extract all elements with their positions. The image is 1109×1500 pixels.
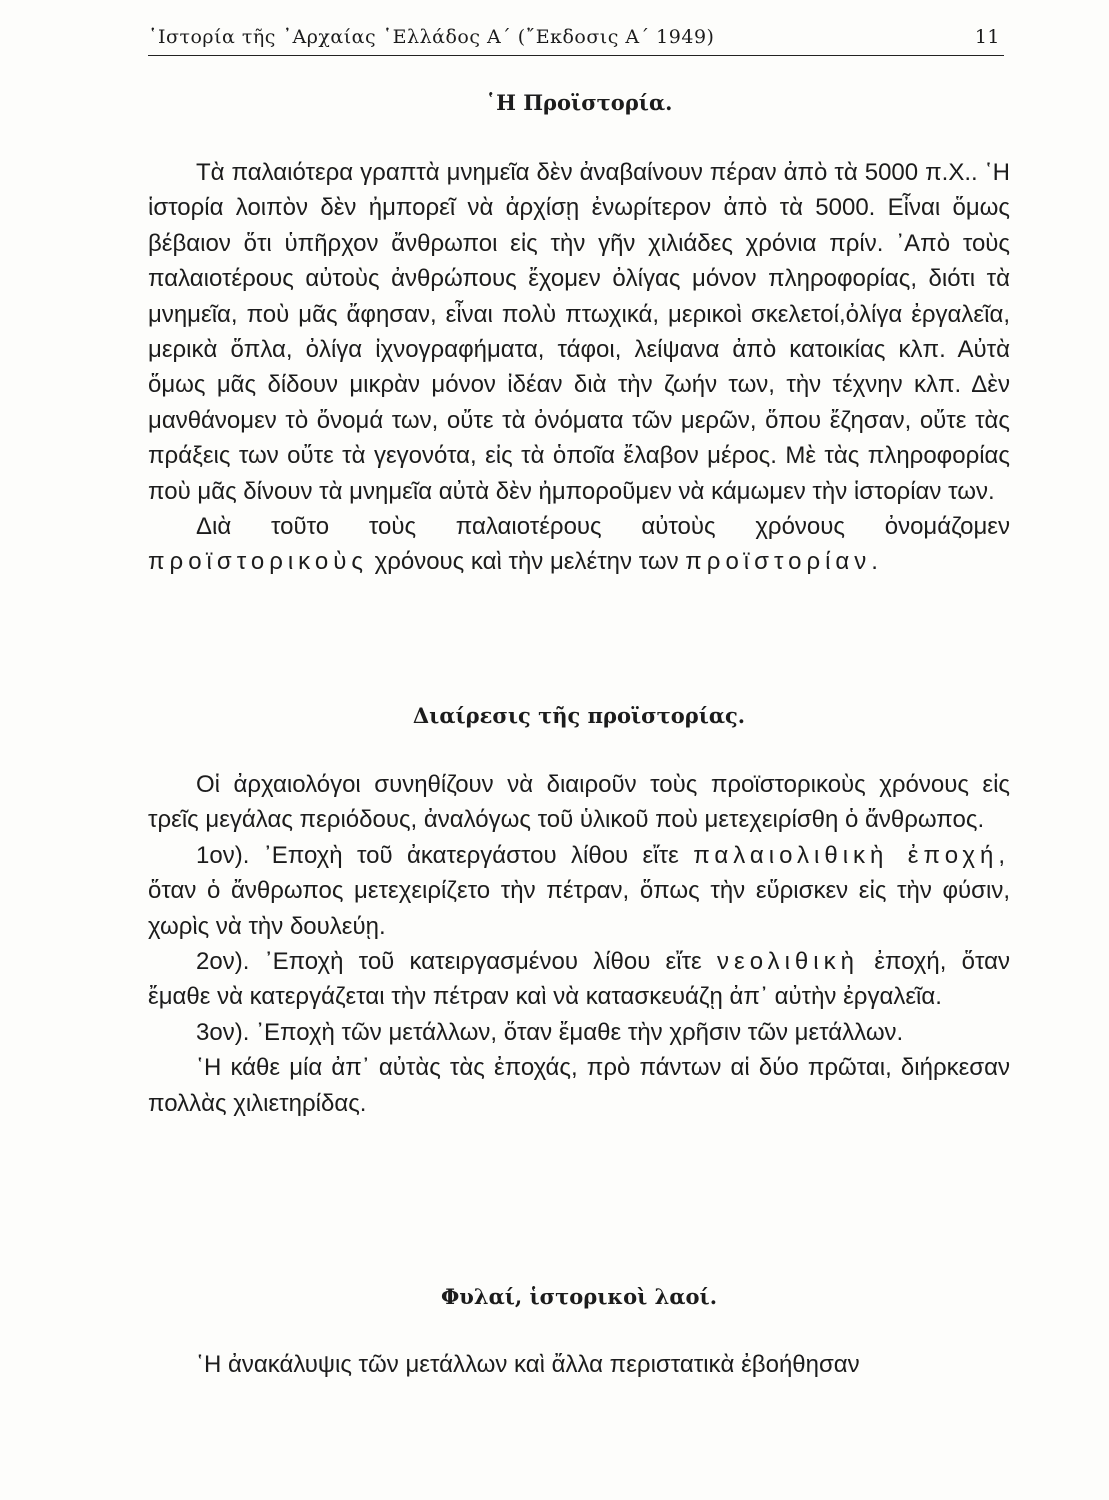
list-item	[148, 838, 1010, 944]
list-item	[148, 944, 1010, 1015]
page-number: 11	[974, 26, 1000, 48]
paragraph: ῾Η κάθε μία ἀπ᾿ αὐτὰς τὰς ἐποχάς, πρὸ πάντων αἱ δύο πρῶται, διήρκεσαν πολλὰς χιλιετηρίδας.	[148, 1054, 1010, 1117]
paragraph: Τὰ παλαιότερα γραπτὰ μνημεῖα δὲν ἀναβαίνουν πέραν ἀπὸ τὰ 5000 π.Χ.. ῾Η ἱστορία λοιπὸν δὲν ἠμπορεῖ νὰ ἀρχίσῃ ἐνωρίτερον ἀπὸ τὰ 5000. Εἶναι ὅμως βέβαιον ὅτι ὑπῆρχον ἄνθρωποι εἰς τὴν γῆν χιλιάδες χρόνια πρίν. ᾿Απὸ τοὺς παλαιοτέρους αὐτοὺς ἀνθρώπους ἔχομεν ὀλίγας μόνον πληροφορίας, διότι τὰ μνημεῖα, ποὺ μᾶς ἄφησαν, εἶναι πολὺ πτωχικά, μερικοὶ σκελετοί,ὀλίγα ἐργαλεῖα, μερικὰ ὅπλα, ὀλίγα ἰχνογραφήματα, τάφοι, λείψανα ἀπὸ κατοικίας κλπ. Αὐτὰ ὅμως μᾶς δίδουν μικρὰν μόνον ἰδέαν διὰ τὴν ζωήν των, τὴν τέχνην κλπ. Δὲν μανθάνομεν τὸ ὄνομά των, οὔτε τὰ ὀνόματα τῶν μερῶν, ὅπου ἔζησαν, οὔτε τὰς πράξεις των οὔτε τὰ γεγονότα, εἰς τὰ ὁποῖα ἔλαβον μέρος. Μὲ τὰς πληροφορίας ποὺ μᾶς δίνουν τὰ μνημεῖα αὐτὰ δὲν ἠμποροῦμεν νὰ κάμωμεν τὴν ἱστορίαν των.	[148, 159, 1010, 505]
paragraph	[148, 509, 1010, 580]
emphasized-term: παλαιολιθικὴ ἐποχή,	[693, 841, 1011, 869]
emphasized-term: προϊστορικοὺς	[148, 548, 368, 576]
paragraph: Οἱ ἀρχαιολόγοι συνηθίζουν νὰ διαιροῦν τοὺς προϊστορικοὺς χρόνους εἰς τρεῖς μεγάλας περιόδους, ἀναλόγως τοῦ ὑλικοῦ ποὺ μετεχειρίσθη ὁ ἄνθρωπος.	[148, 771, 1010, 834]
section-body-prehistory	[148, 155, 1010, 580]
text-run: ὅταν ὁ ἄνθρωπος μετεχειρίζετο τὴν πέτραν, ὅπως τὴν εὕρισκεν εἰς τὴν φύσιν, χωρὶς νὰ τὴν δουλεύῃ.	[148, 877, 1010, 940]
section-body-divisions	[148, 767, 1010, 1121]
text-run: 1ον). ᾿Εποχὴ τοῦ ἀκατεργάστου λίθου εἴτε	[196, 841, 679, 869]
paragraph: ῾Η ἀνακάλυψις τῶν μετάλλων καὶ ἄλλα περιστατικὰ ἐβοήθησαν	[196, 1351, 860, 1378]
section-heading-divisions: Διαίρεσις τῆς προϊστορίας.	[412, 703, 746, 728]
emphasized-term: προϊστορίαν.	[685, 548, 883, 576]
emphasized-term: νεολιθικὴ	[717, 948, 859, 976]
running-title: ῾Ιστορία τῆς ᾿Αρχαίας ῾Ελλάδος Α΄ (῎Εκδοσις Α΄ 1949)	[148, 26, 715, 48]
text-run: ἐποχή, ὅταν ἔμαθε νὰ κατεργάζεται τὴν πέτραν καὶ νὰ κατασκευάζῃ ἀπ᾿ αὐτὴν ἐργαλεῖα.	[148, 948, 1011, 1011]
running-header	[148, 26, 1004, 56]
list-item: 3ον). ᾿Εποχὴ τῶν μετάλλων, ὅταν ἔμαθε τὴν χρῆσιν τῶν μετάλλων.	[196, 1018, 904, 1046]
section-body-tribes	[148, 1347, 1010, 1382]
text-run: Διὰ τοῦτο τοὺς παλαιοτέρους αὐτοὺς χρόνους ὀνομάζομεν	[196, 513, 1010, 541]
text-run: χρόνους καὶ τὴν μελέτην των	[374, 548, 679, 576]
text-run: 2ον). ᾿Εποχὴ τοῦ κατειργασμένου λίθου εἴτε	[196, 948, 702, 976]
section-heading-prehistory: ῾Η Προϊστορία.	[485, 90, 673, 115]
section-heading-tribes: Φυλαί, ἱστορικοὶ λαοί.	[440, 1284, 718, 1309]
